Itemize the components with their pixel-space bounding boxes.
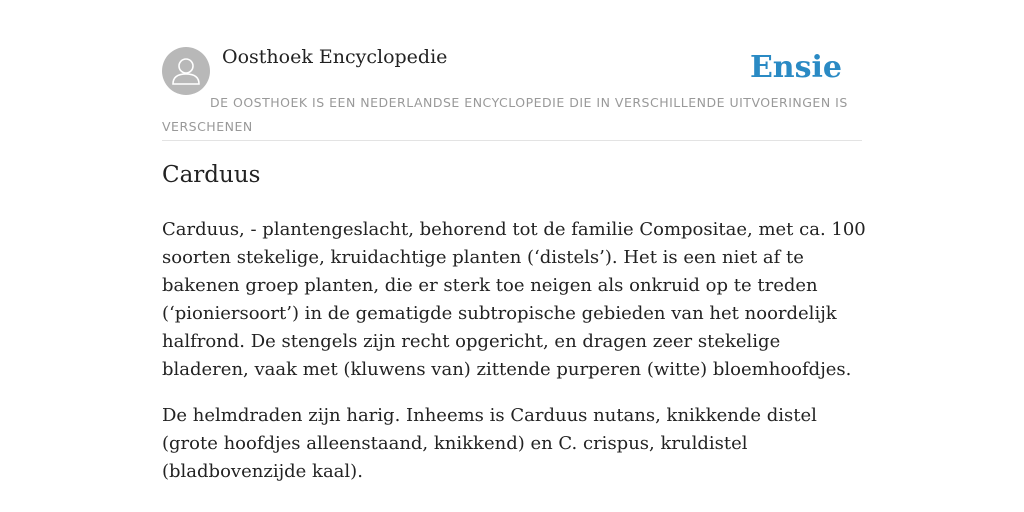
author-tagline: DE OOSTHOEK IS EEN NEDERLANDSE ENCYCLOPEDIE DIE IN VERSCHILLENDE UITVOERINGEN IS VERSCHENEN [162, 95, 848, 134]
article-paragraph: Carduus, - plantengeslacht, behorend tot de familie Compositae, met ca. 100 soorten stekelige, kruidachtige planten (‘distels’). Het is een niet af te bakenen groep planten, die er sterk toe neigen als onkruid op te treden (‘pioniersoort’) in de gematigde subtropische gebieden van het noordelijk halfrond. De stengels zijn recht opgericht, en dragen zeer stekelige bladeren, vaak met (kluwens van) zittende purperen (witte) bloemhoofdjes. [162, 219, 866, 380]
article-title: Carduus [162, 162, 261, 188]
article-body [162, 216, 866, 504]
article-paragraph: De helmdraden zijn harig. Inheems is Carduus nutans, knikkende distel (grote hoofdjes alleenstaand, knikkend) en C. crispus, kruldistel (bladbovenzijde kaal). [162, 405, 817, 482]
author-name[interactable]: Oosthoek Encyclopedie [222, 46, 448, 68]
user-avatar-icon[interactable] [162, 47, 210, 95]
brand-logo[interactable]: Ensie [749, 50, 842, 85]
header [162, 44, 862, 141]
